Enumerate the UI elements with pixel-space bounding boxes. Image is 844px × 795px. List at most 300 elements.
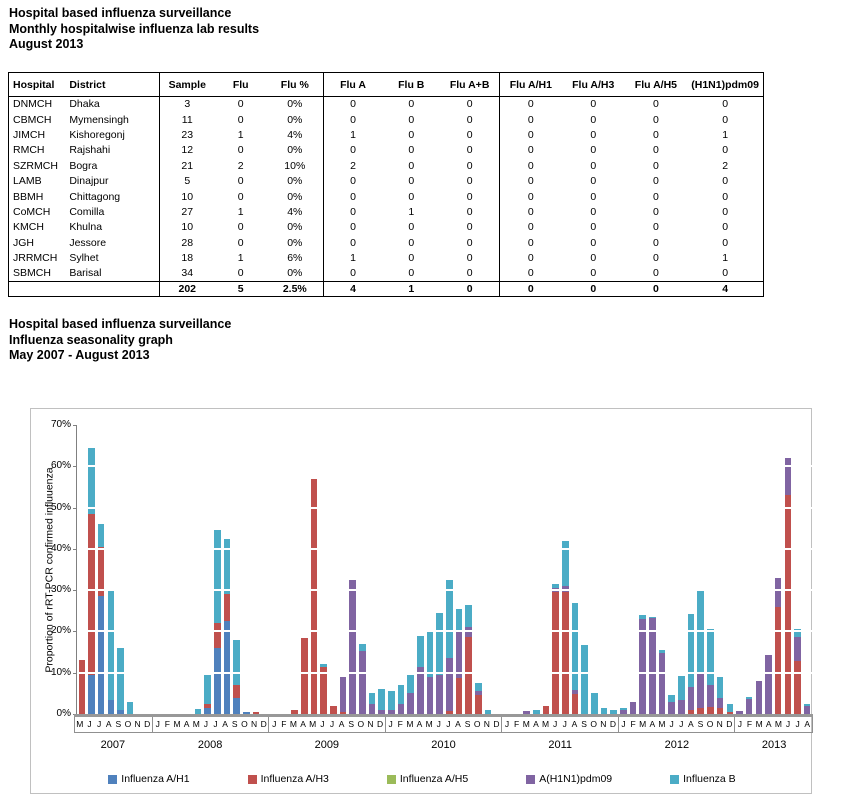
table-cell: 0	[527, 221, 534, 234]
stacked-bar	[668, 695, 675, 714]
table-cell: KMCH	[13, 221, 44, 234]
bar-segment	[243, 712, 250, 714]
month-tick-label: A	[533, 719, 539, 729]
stacked-bar	[79, 660, 86, 714]
stacked-bar	[746, 697, 753, 714]
table-cell: 0	[527, 113, 534, 126]
table-cell: 0	[652, 205, 659, 218]
month-column	[261, 425, 271, 714]
month-tick-label: S	[581, 719, 587, 729]
table-cell: 0	[441, 235, 500, 250]
bar-segment	[804, 706, 811, 714]
month-tick-label: A	[649, 719, 656, 729]
bar-segment	[533, 710, 540, 714]
table-cell: 0	[408, 98, 415, 111]
total-cell: 0	[652, 282, 659, 295]
stacked-bar	[88, 448, 95, 714]
month-tick-label: M	[658, 719, 666, 729]
month-column	[232, 425, 242, 714]
stacked-bar	[340, 677, 347, 714]
table-cell: Sylhet	[65, 250, 159, 265]
table-cell: 1	[408, 205, 415, 218]
month-column	[783, 425, 793, 714]
year-tick-label: 2007	[100, 739, 126, 751]
table-cell: 0	[441, 189, 500, 204]
legend-label: Influenza A/H3	[260, 773, 329, 785]
bar-segment	[736, 711, 743, 714]
stacked-bar	[204, 675, 211, 714]
bar-segment	[398, 704, 405, 714]
bar-segment	[475, 683, 482, 691]
table-cell: 0	[408, 221, 415, 234]
table-heading-line1: Hospital based influenza surveillance	[9, 6, 232, 20]
table-cell: 0%	[267, 97, 324, 112]
month-tick-label: M	[755, 719, 763, 729]
bar-segment	[108, 700, 115, 714]
table-cell: 0	[237, 98, 244, 111]
month-tick-label: A	[338, 719, 345, 729]
bar-segment	[98, 524, 105, 547]
bar-segment	[707, 707, 714, 714]
table-cell: 0	[441, 97, 500, 112]
total-cell	[9, 281, 66, 296]
month-tick-label: J	[446, 719, 451, 729]
bar-segment	[233, 685, 240, 697]
table-cell: 0	[408, 128, 415, 141]
month-tick-label: A	[183, 719, 190, 729]
month-tick-label: J	[320, 719, 325, 729]
bar-segment	[378, 710, 385, 714]
bar-segment	[456, 609, 463, 630]
table-cell: JRRMCH	[13, 252, 58, 265]
column-header: Flu A/H3	[572, 78, 615, 91]
table-cell: 0	[237, 113, 244, 126]
month-column	[203, 425, 213, 714]
stacked-bar	[359, 644, 366, 714]
month-column	[474, 425, 484, 714]
total-cell: 0	[590, 282, 597, 295]
bar-segment	[88, 448, 95, 514]
stacked-bar	[543, 706, 550, 714]
bar-segment	[117, 648, 124, 710]
month-column	[706, 425, 716, 714]
month-strip-group	[619, 717, 735, 732]
total-cell: 1	[408, 282, 415, 295]
table-cell: 0%	[267, 235, 324, 250]
stacked-bar	[446, 580, 453, 714]
year-tick-label: 2012	[664, 739, 690, 751]
table-cell: 0	[722, 98, 729, 111]
month-column	[657, 425, 667, 714]
table-cell: 0	[441, 220, 500, 235]
month-tick-label: J	[795, 719, 800, 729]
month-strip-group	[269, 717, 385, 732]
seasonality-chart	[30, 408, 812, 794]
month-tick-label: D	[376, 719, 384, 729]
month-column	[648, 425, 658, 714]
bar-segment	[398, 685, 405, 704]
bar-segment	[330, 706, 337, 714]
influenza-lab-results-table	[8, 72, 764, 297]
table-cell: 0	[350, 113, 356, 126]
month-tick-label: D	[609, 719, 616, 729]
chart-heading-line3: May 2007 - August 2013	[9, 348, 150, 362]
month-tick-label: J	[87, 719, 92, 729]
stacked-bar	[349, 580, 356, 714]
stacked-bar	[591, 693, 598, 714]
chart-legend	[31, 769, 813, 789]
month-column	[357, 425, 367, 714]
bar-segment	[301, 638, 308, 714]
bar-segment	[485, 710, 492, 714]
month-column	[193, 425, 203, 714]
table-cell: 0	[350, 175, 356, 188]
stacked-bar	[659, 650, 666, 714]
month-column	[686, 425, 696, 714]
stacked-bar	[98, 524, 105, 714]
bar-segment	[794, 637, 801, 661]
month-tick-label: M	[289, 719, 297, 729]
month-tick-label: O	[590, 719, 597, 729]
table-cell: CoMCH	[13, 205, 51, 218]
y-tick-label: 60%	[50, 460, 71, 472]
stacked-bar	[388, 691, 395, 714]
month-tick-label: O	[241, 719, 248, 729]
stacked-bar	[572, 603, 579, 714]
gridline	[77, 465, 812, 467]
month-tick-label: F	[281, 719, 287, 729]
legend-item	[526, 773, 612, 785]
month-tick-label: N	[600, 719, 607, 729]
month-column	[551, 425, 561, 714]
table-cell: 2	[350, 159, 356, 172]
month-tick-label: J	[669, 719, 674, 729]
bar-segment	[707, 685, 714, 706]
month-column	[677, 425, 687, 714]
plot-area	[77, 425, 812, 714]
bar-segment	[369, 693, 376, 703]
table-cell: 0	[652, 236, 659, 249]
legend-label: Influenza B	[683, 773, 736, 785]
bar-segment	[523, 711, 530, 714]
stacked-bar	[717, 677, 724, 714]
bar-segment	[785, 495, 792, 714]
month-column	[599, 425, 609, 714]
table-cell: 0	[350, 205, 356, 218]
month-column	[754, 425, 764, 714]
table-cell: 0	[527, 98, 534, 111]
table-cell: 0	[408, 144, 415, 157]
table-cell: 1	[722, 252, 729, 265]
bar-segment	[678, 700, 685, 714]
month-tick-label: O	[473, 719, 481, 729]
table-cell: JGH	[13, 236, 34, 249]
gridline	[77, 507, 812, 509]
month-tick-label: F	[514, 719, 520, 729]
table-cell: 0	[590, 205, 597, 218]
month-column	[145, 425, 155, 714]
month-column	[773, 425, 783, 714]
chart-heading	[9, 317, 231, 364]
stacked-bar	[378, 689, 385, 714]
bar-segment	[407, 693, 414, 714]
month-tick-label: M	[309, 719, 317, 729]
bar-segment	[204, 708, 211, 714]
y-tick-label: 40%	[50, 542, 71, 554]
bar-segment	[117, 710, 124, 714]
table-cell: 0%	[267, 143, 324, 158]
month-column	[290, 425, 300, 714]
table-cell: 0	[527, 252, 534, 265]
bar-segment	[475, 695, 482, 714]
bar-segment	[775, 578, 782, 607]
table-cell: 0	[527, 267, 534, 280]
bar-segment	[688, 614, 695, 687]
month-tick-label: J	[96, 719, 102, 729]
year-tick-label: 2011	[548, 739, 573, 751]
column-header: District	[65, 73, 159, 97]
bar-segment	[465, 637, 472, 714]
table-cell: 0	[590, 144, 597, 157]
bar-segment	[601, 708, 608, 714]
bar-segment	[717, 698, 724, 709]
table-cell: Dhaka	[65, 97, 159, 112]
column-header: (H1N1)pdm09	[691, 78, 759, 91]
stacked-bar	[523, 711, 530, 714]
bar-segment	[756, 681, 763, 714]
table-row	[9, 112, 764, 127]
table-cell: 0%	[267, 173, 324, 188]
table-cell: 0	[652, 221, 659, 234]
month-column	[425, 425, 435, 714]
table-cell: RMCH	[13, 144, 45, 157]
stacked-bar	[117, 648, 124, 714]
table-cell: 0	[652, 175, 659, 188]
month-column	[96, 425, 106, 714]
bar-segment	[233, 698, 240, 715]
stacked-bar	[610, 710, 617, 714]
month-column	[338, 425, 348, 714]
month-column	[464, 425, 474, 714]
month-strip-group	[502, 717, 618, 732]
month-column	[696, 425, 706, 714]
table-cell: DNMCH	[13, 98, 53, 111]
bar-segment	[765, 655, 772, 714]
bar-segment	[707, 629, 714, 685]
bar-segment	[668, 702, 675, 714]
stacked-bar	[301, 638, 308, 714]
table-cell: 0	[722, 175, 729, 188]
stacked-bar	[465, 605, 472, 714]
month-column	[406, 425, 416, 714]
stacked-bar	[224, 539, 231, 714]
table-cell: 11	[181, 113, 193, 126]
column-header: Flu	[232, 78, 249, 91]
bar-segment	[320, 667, 327, 714]
table-cell: 0	[652, 98, 659, 111]
table-cell: SZRMCH	[13, 159, 58, 172]
table-cell: 0	[441, 204, 500, 219]
month-column	[744, 425, 754, 714]
table-cell: 0	[722, 205, 729, 218]
month-tick-label: M	[76, 719, 84, 729]
month-strip-group	[75, 717, 153, 732]
stacked-bar	[330, 706, 337, 714]
stacked-bar	[214, 530, 221, 714]
month-column	[396, 425, 406, 714]
table-cell: Comilla	[65, 204, 159, 219]
bar-segment	[311, 479, 318, 714]
chart-heading-line2: Influenza seasonality graph	[9, 332, 173, 347]
table-row	[9, 235, 764, 250]
stacked-bar	[697, 590, 704, 714]
table-cell: 3	[184, 98, 191, 111]
column-header: Flu A/H5	[634, 78, 677, 91]
stacked-bar	[485, 710, 492, 714]
table-cell: 28	[181, 236, 194, 249]
bar-segment	[620, 710, 627, 714]
stacked-bar	[533, 710, 540, 714]
table-cell: 0	[408, 113, 415, 126]
legend-label: A(H1N1)pdm09	[539, 773, 613, 785]
table-cell: 0	[527, 128, 534, 141]
table-cell: 27	[181, 205, 194, 218]
stacked-bar	[407, 675, 414, 714]
bar-segment	[688, 687, 695, 710]
bar-segment	[340, 712, 347, 714]
table-cell: 10	[181, 221, 194, 234]
month-column	[522, 425, 532, 714]
table-row	[9, 204, 764, 219]
stacked-bar	[630, 702, 637, 714]
month-tick-label: J	[155, 719, 160, 729]
table-cell: 0	[590, 236, 597, 249]
stacked-bar	[233, 640, 240, 714]
bar-segment	[572, 694, 579, 714]
legend-swatch-icon	[526, 775, 535, 784]
table-row	[9, 250, 764, 265]
month-column	[377, 425, 387, 714]
table-cell: 0	[237, 221, 244, 234]
total-cell: 4	[722, 282, 729, 295]
month-column	[532, 425, 542, 714]
legend-label: Influenza A/H5	[399, 773, 469, 785]
month-column	[154, 425, 164, 714]
month-column	[483, 425, 493, 714]
year-tick-label: 2009	[314, 739, 340, 751]
month-tick-label: S	[231, 719, 238, 729]
month-column	[493, 425, 503, 714]
month-column	[628, 425, 638, 714]
stacked-bar	[108, 590, 115, 714]
table-cell: 0%	[267, 112, 324, 127]
table-row	[9, 97, 764, 112]
bar-segment	[436, 613, 443, 675]
table-cell: 0	[408, 175, 415, 188]
month-tick-label: J	[436, 719, 441, 729]
table-cell: 0	[527, 205, 534, 218]
table-cell: 0	[350, 267, 356, 280]
month-column	[725, 425, 735, 714]
year-axis	[74, 739, 813, 754]
year-tick-label: 2010	[431, 739, 456, 751]
bar-segment	[233, 640, 240, 685]
table-cell: 0	[590, 175, 597, 188]
table-cell: 2	[722, 159, 729, 172]
month-column	[87, 425, 97, 714]
month-column	[793, 425, 803, 714]
month-column	[270, 425, 280, 714]
table-cell: 0	[527, 159, 534, 172]
total-cell: 202	[178, 282, 197, 295]
y-tick-label: 70%	[50, 419, 71, 430]
month-tick-label: M	[425, 719, 433, 729]
table-cell: 18	[181, 252, 194, 265]
table-cell: 0	[722, 144, 729, 157]
stacked-bar	[601, 708, 608, 714]
month-tick-label: S	[464, 719, 471, 729]
bar-segment	[630, 702, 637, 714]
y-axis-title: Proportion of rRT-PCR confirmed influuenza	[43, 467, 56, 673]
bar-segment	[88, 675, 95, 714]
table-row	[9, 158, 764, 173]
stacked-bar	[736, 711, 743, 714]
bar-segment	[794, 661, 801, 714]
table-cell: 1	[237, 252, 244, 265]
bar-segment	[717, 708, 724, 714]
table-cell: 0	[527, 144, 534, 157]
bar-segment	[359, 651, 366, 714]
column-header: Flu B	[398, 78, 425, 91]
bar-segment	[214, 648, 221, 714]
month-tick-label: J	[679, 719, 684, 729]
table-cell: 0	[590, 98, 597, 111]
bar-segment	[697, 674, 704, 708]
stacked-bar	[475, 683, 482, 714]
month-column	[609, 425, 619, 714]
table-cell: 0	[441, 250, 500, 265]
gridline	[77, 672, 812, 674]
month-column	[367, 425, 377, 714]
bar-segment	[108, 590, 115, 699]
total-cell: 5	[237, 282, 244, 295]
table-cell: 0	[590, 252, 597, 265]
table-cell: CBMCH	[13, 113, 52, 126]
bar-segment	[427, 631, 434, 676]
table-body	[9, 97, 764, 297]
month-tick-label: A	[105, 719, 112, 729]
table-cell: 0	[590, 159, 597, 172]
month-tick-label: A	[804, 719, 811, 729]
y-tick-label: 0%	[56, 708, 71, 719]
table-cell: 0	[441, 158, 500, 173]
bar-segment	[446, 580, 453, 658]
bar-segment	[436, 675, 443, 714]
month-tick-label: J	[329, 719, 335, 729]
month-tick-label: N	[134, 719, 141, 729]
bar-segment	[717, 677, 724, 698]
table-cell: 4%	[267, 127, 324, 142]
stacked-bar	[436, 613, 443, 714]
table-cell: 1	[722, 128, 729, 141]
month-tick-label: D	[493, 719, 500, 729]
month-strip-group	[153, 717, 269, 732]
gridline	[77, 630, 812, 632]
table-cell: 0	[590, 128, 597, 141]
table-cell: 0	[722, 190, 729, 203]
month-tick-label: J	[203, 719, 209, 729]
table-row	[9, 266, 764, 281]
